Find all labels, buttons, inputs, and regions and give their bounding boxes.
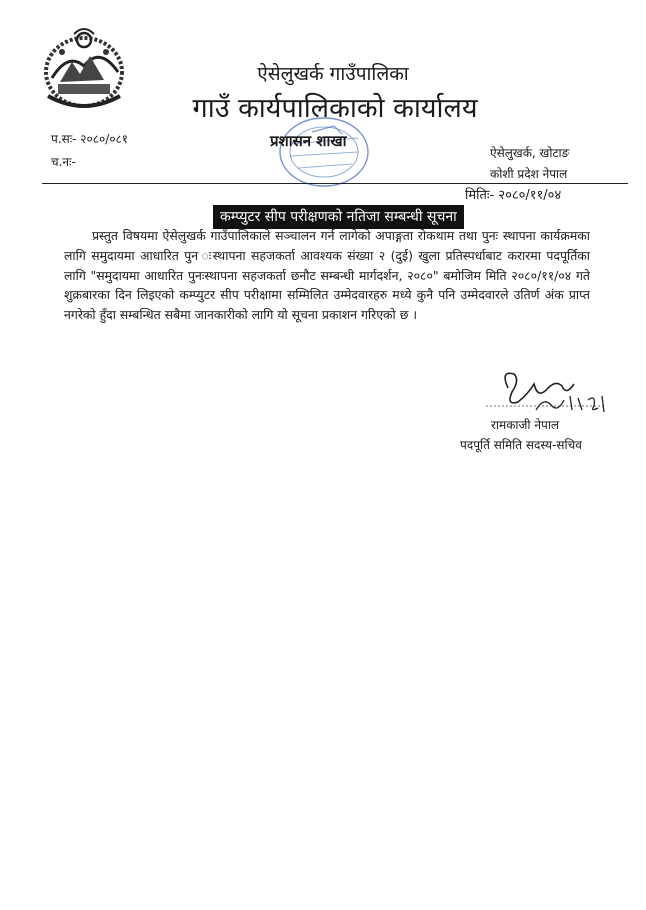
office-name: गाउँ कार्यपालिकाको कार्यालय xyxy=(192,93,478,124)
signatory-designation: पदपूर्ति समिति सदस्य-सचिव xyxy=(460,438,582,452)
signatory-name: रामकाजी नेपाल xyxy=(491,418,560,432)
address-province: कोशी प्रदेश नेपाल xyxy=(490,167,568,181)
address-place: ऐसेलुखर्क, खोटाङ xyxy=(490,146,570,160)
municipality-name: ऐसेलुखर्क गाउँपालिका xyxy=(257,63,409,85)
notice-title: कम्प्युटर सीप परीक्षणको नतिजा सम्बन्धी सूचना xyxy=(213,205,464,229)
dispatch-number: च.नः- xyxy=(51,155,76,169)
office-seal-stamp xyxy=(272,112,372,192)
branch-name: प्रशासन शाखा xyxy=(270,132,347,150)
header-divider xyxy=(42,183,628,184)
notice-body: प्रस्तुत विषयमा ऐसेलुखर्क गाउँपालिकाले सञ्चालन गर्न लागेको अपाङ्गता रोकथाम तथा पुनः स्थापना कार्यक्रमका लागि समुदायमा आधारित पुन ःस्थापना सहजकर्ता आवश्यक संख्या २ (दुई) खुला प्रतिस्पर्धाबाट करारमा पदपूर्तिका लागि "समुदायमा आधारित पुनःस्थापना सहजकर्ता छनौट सम्बन्धी मार्गदर्शन, २०८०" बमोजिम मिति २०८०/११/०४ गते शुक्रबारका दिन लिइएको कम्प्युटर सीप परीक्षामा सम्मिलित उम्मेदवारहरु मध्ये कुनै पनि उम्मेदवारले उतिर्ण अंक प्राप्त नगरेको हुँदा सम्बन्धित सबैमा जानकारीको लागि यो सूचना प्रकाशन गरिएको छ । xyxy=(64,228,590,323)
letter-date: मितिः- २०८०/११/०४ xyxy=(465,188,562,203)
handwritten-signature xyxy=(478,366,618,418)
letter-number: प.सः- २०८०/०८१ xyxy=(51,132,129,146)
